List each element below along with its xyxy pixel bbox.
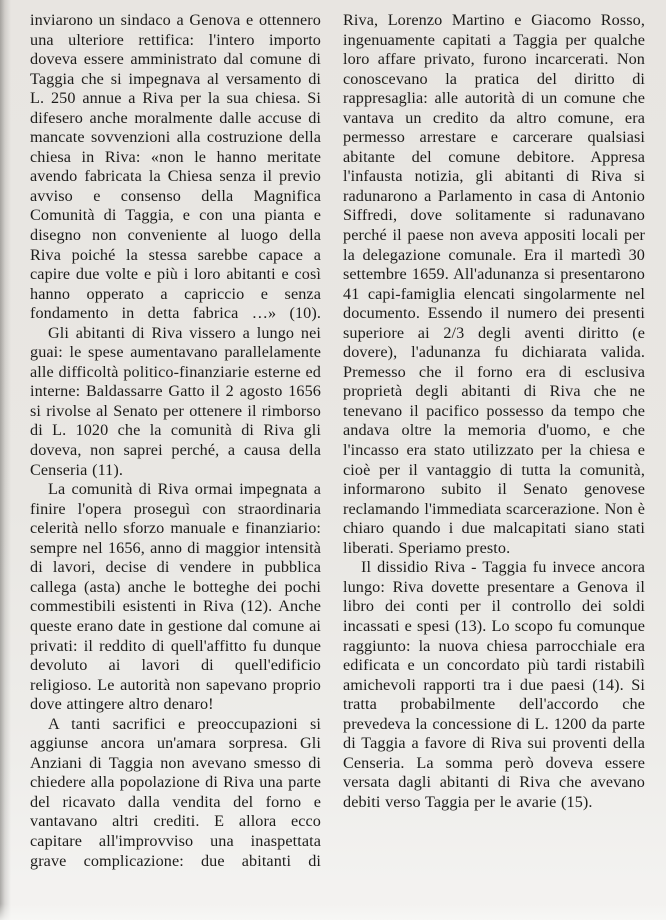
paragraph: La comunità di Riva ormai impegnata a finire l'opera proseguì con straordinaria celerità nello sforzo manuale e finanziario: sempre nel 1656, anno di maggior intensità di lavori, decise di vendere in pubblica callega (asta) anche le botteghe dei pochi commestibili esistenti in Riva (12). Anche queste erano date in gestione dal comune ai privati: il reddito di quell'affitto fu dunque devoluto ai lavori di quell'edificio religioso. Le autorità non sapevano proprio dove attingere altro denaro! <box>30 480 321 714</box>
scan-bottom-highlight <box>0 904 666 920</box>
paragraph-continuation: Riva, Lorenzo Martino e Giacomo Rosso, ingenuamente capitati a Taggia per qualche loro affare privato, furono incarcerati. Non conoscevano la pratica del diritto di rappresaglia: alle autorità di un comune che vantava un credito da altro comune, era permesso arrestare e carcerare qualsiasi abitante del comune debitore. Appresa l'infausta notizia, gli abitanti di Riva si radunarono a Parlamento in casa di Antonio Siffredi, dove solitamente si radunavano perché il paese non aveva appositi locali per la delegazione comunale. Era il martedì 30 settembre 1659. All'adunanza si presentarono 41 capi-famiglia elencati singolarmente nel documento. Essendo il numero dei presenti superiore ai 2/3 degli aventi diritto (e dovere), l'adunanza fu dichiarata valida. Premesso che il forno era di esclusiva proprietà degli abitanti di Riva che ne tenevano il pacifico possesso da tempo che andava oltre la memoria d'uomo, e che l'incasso era stato utilizzato per la chiesa e cioè per il vantaggio di tutta la comunità, informarono subito il Senato genovese reclamando l'immediata scarcerazione. Non è chiaro quando i due malcapitati siano stati liberati. Speriamo presto. <box>343 11 645 557</box>
paragraph-continuation: inviarono un sindaco a Genova e ottennero una ulteriore rettifica: l'intero importo doveva essere amministrato dal comune di Taggia che si impegnava al versamento di L. 250 annue a Riva per la sua chiesa. Si difesero anche moralmente dalle accuse di mancate sovvenzioni alla costruzione della chiesa in Riva: «non le hanno meritate avendo fabricata la Chiesa senza il previo avviso e consenso della Magnifica Comunità di Taggia, e con una pianta e disegno non conveniente al luogo della Riva poiché la stessa sarebbe capace a capire due volte e più i loro abitanti e così hanno opperato a capriccio e senza fondamento in detta fabrica …» (10). <box>30 11 321 323</box>
paragraph-continues-next-column: A tanti sacrifici e preoccupazioni si aggiunse ancora un'amara sorpresa. Gli Anziani di Taggia non avevano smesso di chiedere alla popolazione di Riva una parte del ricavato dalla vendita del forno e vantavano altri crediti. E allora ecco capitare all'improvviso una inaspettata grave complicazione: due abitanti di <box>30 714 321 870</box>
scan-edge-shadow <box>0 0 11 920</box>
text-columns <box>30 11 645 871</box>
paragraph: Il dissidio Riva - Taggia fu invece ancora lungo: Riva dovette presentare a Genova il libro dei conti per il controllo dei soldi incassati e spesi (13). Lo scopo fu comunque raggiunto: la nuova chiesa parrocchiale era edificata e un concordato più tardi ristabilì amichevoli rapporti tra i due paesi (14). Si tratta probabilmente dell'accordo che prevedeva la concessione di L. 1200 da parte di Taggia a favore di Riva sui proventi della Censeria. La somma però doveva essere versata dagli abitanti di Riva che avevano debiti verso Taggia per le avarie (15). <box>343 558 645 811</box>
text-column-right <box>343 11 645 871</box>
paragraph: Gli abitanti di Riva vissero a lungo nei guai: le spese aumentavano parallelamente alle difficoltà politico-finanziarie esterne ed interne: Baldassarre Gatto il 2 agosto 1656 si rivolse al Senato per ottenere il rimborso di L. 1020 che la comunità di Riva gli doveva, non saprei perché, a causa della Censeria (11). <box>30 323 321 479</box>
text-column-left <box>30 11 321 871</box>
